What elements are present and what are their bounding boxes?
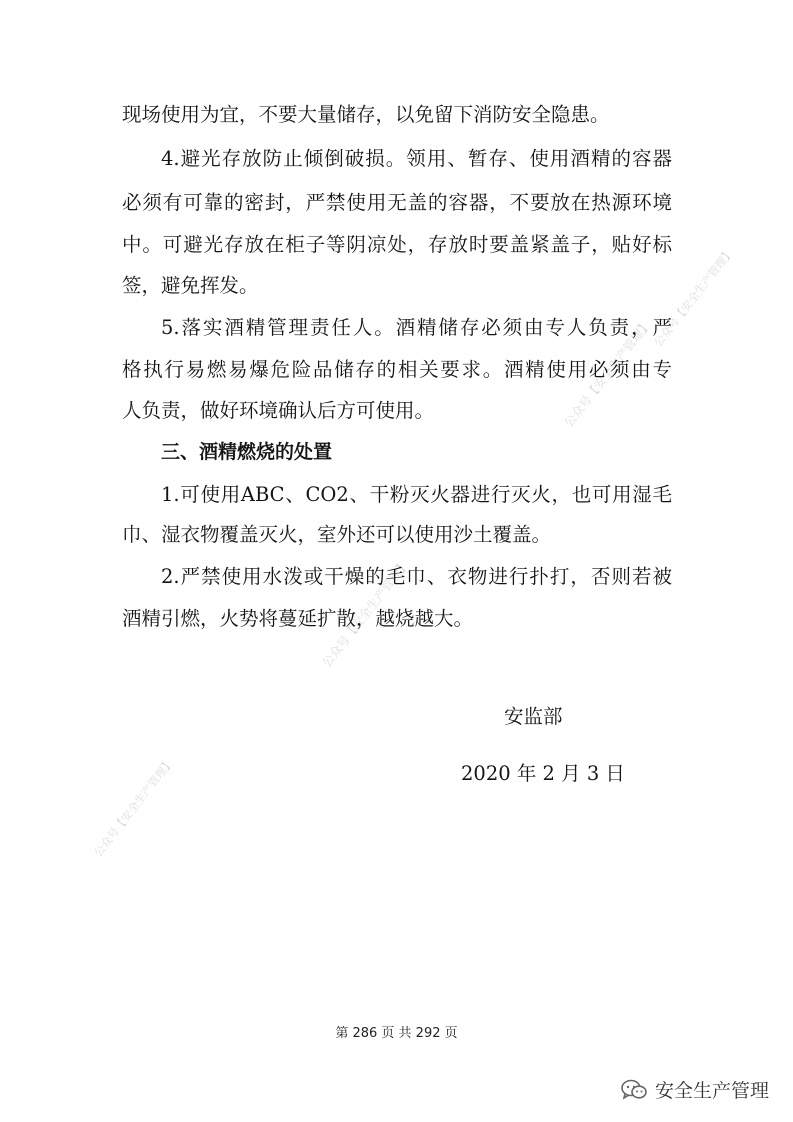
body-line: 4.避光存放防止倾倒破损。领用、暂存、使用酒精的容器 [161,147,672,170]
body-line: 巾、湿衣物覆盖灭火，室外还可以使用沙土覆盖。 [122,523,552,546]
body-line: 人负责，做好环境确认后方可使用。 [122,399,435,422]
body-line: 必须有可靠的密封，严禁使用无盖的容器，不要放在热源环境 [122,191,672,214]
body-line: 现场使用为宜，不要大量储存，以免留下消防安全隐患。 [122,103,610,126]
signature-date: 2020 年 2 月 3 日 [461,762,625,785]
watermark: 公众号【安全生产管理】 [651,245,737,350]
watermark: 公众号【安全生产管理】 [319,557,412,670]
body-line: 签，避免挥发。 [122,274,259,297]
watermark: 公众号【安全生产管理】 [91,755,177,860]
wechat-icon [621,1079,647,1101]
body-line: 格执行易燃易爆危险品储存的相关要求。酒精使用必须由专 [122,358,672,381]
body-line: 中。可避光存放在柜子等阴凉处，存放时要盖紧盖子，贴好标 [122,233,672,256]
brand-name: 安全生产管理 [654,1080,769,1102]
signature-department: 安监部 [504,705,563,728]
brand-badge [621,1076,769,1103]
body-line: 2.严禁使用水泼或干燥的毛巾、衣物进行扑打，否则若被 [161,565,672,588]
body-line: 1.可使用ABC、CO2、干粉灭火器进行灭火，也可用湿毛 [161,483,672,506]
body-line: 酒精引燃，火势将蔓延扩散，越烧越大。 [122,607,474,630]
watermark: 公众号【安全生产管理】 [561,317,654,430]
section-heading: 三、酒精燃烧的处置 [161,441,333,463]
body-line: 5.落实酒精管理责任人。酒精储存必须由专人负责，严 [161,316,672,339]
page-number: 第 286 页 共 292 页 [335,1026,458,1041]
